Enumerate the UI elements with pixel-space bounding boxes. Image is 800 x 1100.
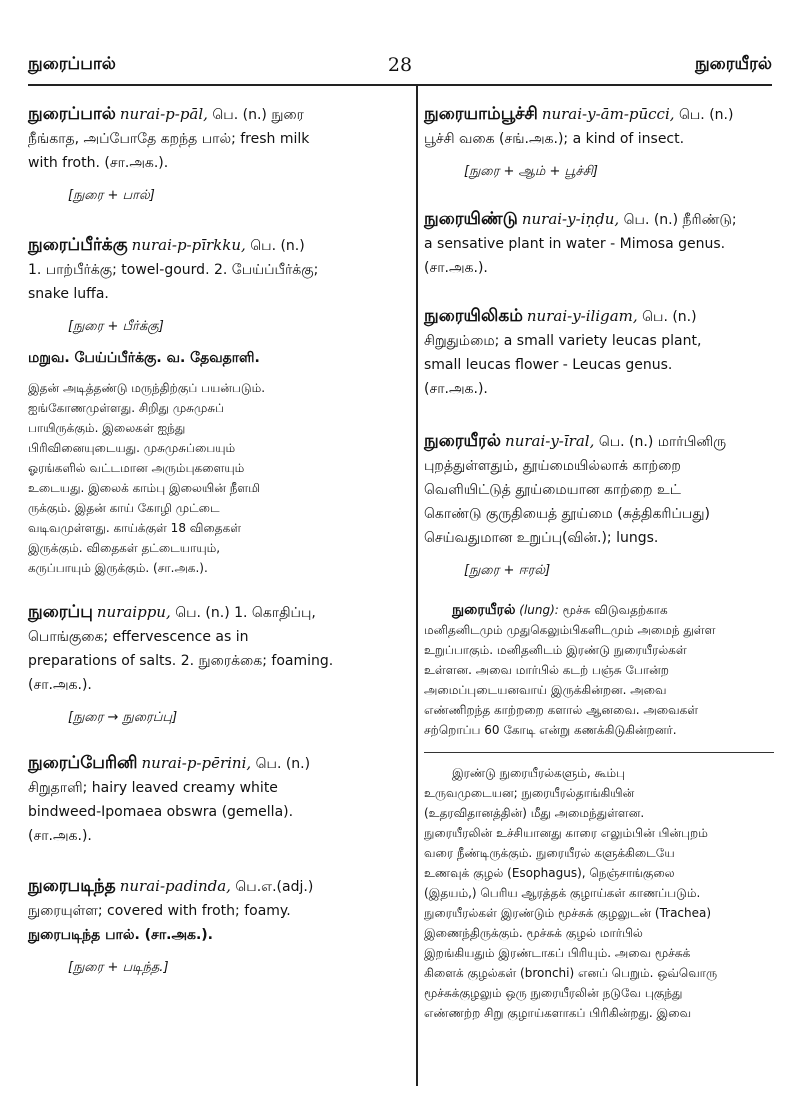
etymology: [நுரை + ஈரல்] [464, 563, 551, 578]
note-line: வடிவமுள்ளது. காய்க்குள் 18 விதைகள் [28, 521, 242, 535]
dictionary-entry [424, 429, 774, 582]
page-header [28, 44, 772, 86]
etymology: [நுரை + ஆம் + பூச்சி] [464, 164, 598, 179]
definition-line: a sensative plant in water - Mimosa genus. [424, 236, 726, 252]
definition-line: பூச்சி வகை (சங்.அக.); a kind of insect. [424, 131, 685, 147]
transliteration: nuraippu, [96, 603, 171, 621]
note-line: நுரையீரல்கள் இரண்டும் மூச்சுக் குழலுடன் (Trachea) [424, 906, 712, 920]
definition-line: கொண்டு குருதியைத் தூய்மை (சுத்திகரிப்பது) [424, 506, 710, 522]
dictionary-entry [28, 233, 408, 578]
headword: நுரையிண்டு [424, 209, 518, 229]
definition-line: நுரைபடிந்த பால். (சா.அக.). [28, 927, 213, 943]
definition-line: பெ. (n.) 1. கொதிப்பு, [175, 605, 316, 621]
note-line: பிரிவினையுடையது. முசுமுசுப்பையும் [28, 441, 236, 455]
dictionary-entry [424, 207, 774, 280]
note-line: உறுப்பாகும். மனிதனிடம் இரண்டு நுரையீரல்கள் [424, 643, 687, 657]
transliteration: nurai-p-pāl, [119, 105, 208, 123]
note-line: இருக்கும். விதைகள் தட்டையாயும், [28, 541, 221, 555]
definition-line: small leucas flower - Leucas genus. [424, 357, 673, 373]
headword: நுரைப்பு [28, 602, 93, 622]
usage-note [28, 378, 408, 578]
note-line: ருக்கும். இதன் காய் கோழி முட்டை [28, 501, 220, 515]
headword: நுரையிலிகம் [424, 306, 523, 326]
definition-line: வெளியிட்டுத் தூய்மையான காற்றை உட் [424, 482, 681, 498]
definition-line: நுரையுள்ள; covered with froth; foamy. [28, 903, 291, 919]
dictionary-entry [424, 102, 774, 183]
right-column [424, 88, 774, 1023]
definition-line: பெ. (n.) [250, 238, 305, 254]
definition-line: பெ. (n.) [642, 309, 697, 325]
note-line: சற்றொப்ப 60 கோடி என்று கணக்கிடுகின்றனர். [424, 723, 677, 737]
note-line: கருப்பாயும் இருக்கும். (சா.அக.). [28, 561, 208, 575]
headword: நுரைப்பீர்க்கு [28, 235, 128, 255]
synonym-line: மறுவ. பேய்ப்பீர்க்கு. வ. தேவதாளி. [28, 350, 260, 366]
dictionary-entry [28, 102, 408, 207]
note-line: ஓரங்களில் வட்டமான அரும்புகளையும் [28, 461, 245, 475]
note-line: இறங்கியதும் இரண்டாகப் பிரியும். அவை மூச்சுக் [424, 946, 691, 960]
lung-note-title-en: (lung): [519, 603, 559, 617]
note-line: வரை நீண்டிருக்கும். நுரையீரல் களுக்கிடையே [424, 846, 675, 860]
definition-line: preparations of salts. 2. நுரைக்கை; foaming. [28, 653, 334, 669]
definition-line: (சா.அக.). [28, 828, 92, 844]
note-line: உள்ளன. அவை மார்பில் கடற் பஞ்சு போன்ற [424, 663, 669, 677]
definition-line: சிறுதாளி; hairy leaved creamy white [28, 780, 278, 796]
definition-line: பெ.எ.(adj.) [235, 879, 314, 895]
definition-line: நீங்காத, அப்போதே கறந்த பால்; fresh milk [28, 131, 310, 147]
transliteration: nurai-p-pīrkku, [131, 236, 246, 254]
lung-detail-box [424, 752, 774, 1023]
note-line: இதன் அடித்தண்டு மருந்திற்குப் பயன்படும். [28, 381, 266, 395]
note-line: மனிதனிடமும் முதுகெலும்பிகளிடமும் அமைந் துள்ள [424, 623, 716, 637]
dictionary-entry [424, 304, 774, 401]
note-line: எண்ணிறந்த காற்றறை களால் ஆனவை. அவைகள் [424, 703, 699, 717]
definition-line: செய்வதுமான உறுப்பு(வின்.); lungs. [424, 530, 659, 546]
note-line: இணைந்திருக்கும். மூச்சுக் குழல் மார்பில் [424, 926, 643, 940]
left-column [28, 88, 408, 979]
transliteration: nurai-p-pērini, [141, 754, 252, 772]
note-line: அமைப்புடையனவாய் இருக்கின்றன. அவை [424, 683, 667, 697]
running-head-left: நுரைப்பால் [28, 54, 116, 74]
definition-line: (சா.அக.). [28, 677, 92, 693]
dictionary-entry [28, 751, 408, 848]
note-line: உணவுக் குழல் (Esophagus), நெஞ்சாங்குலை [424, 866, 675, 880]
etymology: [நுரை + பீர்க்கு] [68, 319, 164, 334]
definition-line: with froth. (சா.அக.). [28, 155, 169, 171]
definition-line: பொங்குகை; effervescence as in [28, 629, 249, 645]
lung-note-title: நுரையீரல் [452, 602, 516, 618]
note-line: மூச்சு விடுவதற்காக [562, 603, 668, 617]
headword: நுரைப்பால் [28, 104, 116, 124]
note-line: (உதரவிதானத்தின்) மீது அமைந்துள்ளன. [424, 806, 645, 820]
transliteration: nurai-y-iligam, [526, 307, 638, 325]
definition-line: snake luffa. [28, 286, 109, 302]
column-divider [416, 86, 418, 1086]
note-line: ஐங்கோணமுள்ளது. சிறிது முசுமுசுப் [28, 401, 225, 415]
definition-line: (சா.அக.). [424, 260, 488, 276]
dictionary-entry [28, 874, 408, 979]
definition-line: பெ. (n.) நீரிண்டு; [623, 212, 737, 228]
definition-line: சிறுதும்மை; a small variety leucas plant, [424, 333, 702, 349]
transliteration: nurai-y-iṇḍu, [521, 210, 620, 228]
note-line: உருவமுடையன; நுரையீரல்தாங்கியின் [424, 786, 635, 800]
note-line: பாயிருக்கும். இலைகள் ஐந்து [28, 421, 186, 435]
definition-line: 1. பாற்பீர்க்கு; towel-gourd. 2. பேய்ப்பீர்க்கு; [28, 262, 319, 278]
note-line: எண்ணற்ற சிறு குழாய்களாகப் பிரிகின்றது. இவை [424, 1006, 692, 1020]
definition-line: பெ. (n.) [255, 756, 311, 772]
page-number: 28 [387, 54, 413, 76]
note-line: இரண்டு நுரையீரல்களும், கூம்பு [452, 766, 626, 780]
dictionary-entry [28, 600, 408, 729]
definition-line: பெ. (n.) [678, 107, 734, 123]
headword: நுரைப்பேரினி [28, 753, 138, 773]
transliteration: nurai-y-ām-pūcci, [541, 105, 675, 123]
headword: நுரைபடிந்த [28, 876, 116, 896]
headword: நுரையாம்பூச்சி [424, 104, 538, 124]
definition-line: புறத்துள்ளதும், தூய்மையில்லாக் காற்றை [424, 458, 681, 474]
etymology: [நுரை → நுரைப்பு] [68, 710, 178, 725]
transliteration: nurai-padinda, [119, 877, 231, 895]
definition-line: பெ. (n.) நுரை [212, 107, 304, 123]
etymology: [நுரை + படிந்த.] [68, 960, 169, 975]
note-line: மூச்சுக்குழலும் ஒரு நுரையீரலின் நடுவே புகுந்து [424, 986, 683, 1000]
lung-note [424, 600, 774, 740]
note-line: கிளைக் குழல்கள் (bronchi) எனப் பெறும். ஒவ்வொரு [424, 966, 718, 980]
definition-line: bindweed-Ipomaea obswra (gemella). [28, 804, 294, 820]
definition-line: பெ. (n.) மார்பினிரு [598, 434, 727, 450]
definition-line: (சா.அக.). [424, 381, 488, 397]
headword: நுரையீரல் [424, 431, 502, 451]
note-line: நுரையீரலின் உச்சியானது காரை எலும்பின் பின்புறம் [424, 826, 708, 840]
etymology: [நுரை + பால்] [68, 188, 155, 203]
note-line: (இதயம்,) பெரிய ஆரத்தக் குழாய்கள் காணப்படும். [424, 886, 701, 900]
running-head-right: நுரையீரல் [694, 54, 772, 74]
transliteration: nurai-y-īral, [505, 432, 595, 450]
note-line: உடையது. இலைக் காம்பு இலையின் நீளமி [28, 481, 261, 495]
